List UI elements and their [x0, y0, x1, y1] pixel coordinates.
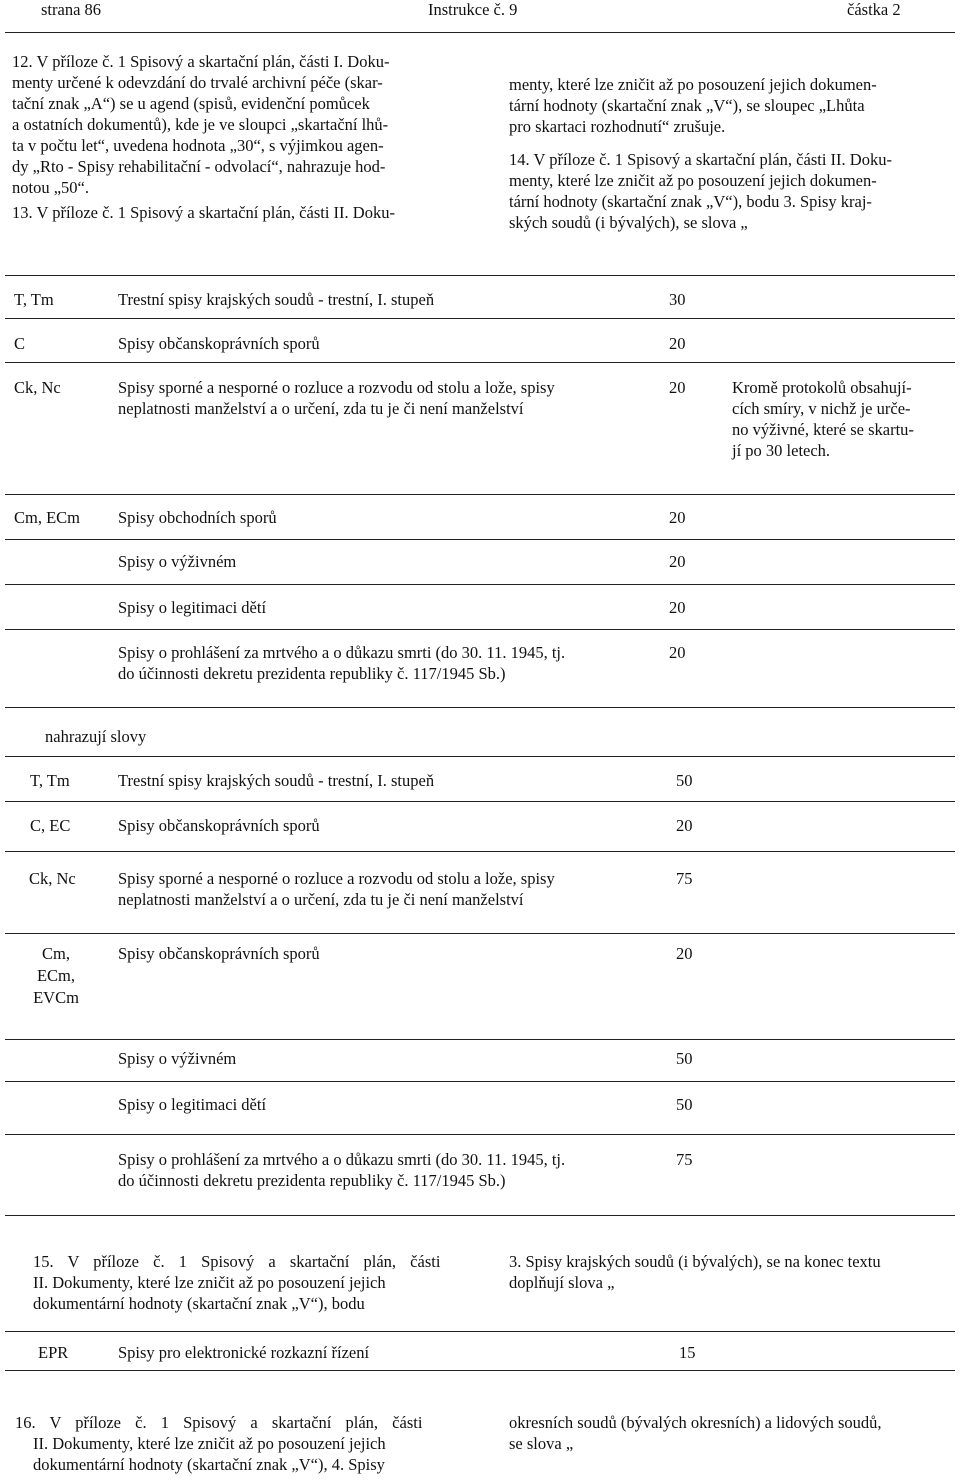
row-description — [118, 1149, 648, 1191]
section-16-right — [509, 1412, 949, 1454]
row-description: Spisy pro elektronické rozkazní řízení — [118, 1343, 370, 1362]
row-description: Trestní spisy krajských soudů - trestní, I. stupeň — [118, 771, 435, 790]
text-line: Spisy sporné a nesporné o rozluce a rozvodu od stolu a lože, spisy — [118, 378, 555, 397]
row-description: Spisy občanskoprávních sporů — [118, 944, 320, 963]
row-code: C, EC — [30, 816, 71, 835]
row-description: Trestní spisy krajských soudů - trestní, I. stupeň — [118, 290, 435, 309]
table-rule — [5, 318, 955, 319]
text-line: Spisy o prohlášení za mrtvého a o důkazu smrti (do 30. 11. 1945, tj. — [118, 643, 566, 662]
row-years: 15 — [679, 1343, 696, 1362]
section-15-right — [509, 1251, 949, 1293]
text-line: tární hodnoty (skartační znak „V“), bodu 3. Spisy kraj- — [509, 192, 872, 211]
text-line: pro skartaci rozhodnutí“ zrušuje. — [509, 117, 726, 136]
text-line: menty, které lze zničit až po posouzení jejich dokumen- — [509, 171, 877, 190]
text-line: notou „50“. — [12, 178, 89, 197]
section-13-14-text — [509, 74, 949, 233]
table-rule — [5, 275, 955, 276]
row-description: Spisy občanskoprávních sporů — [118, 816, 320, 835]
row-years: 50 — [676, 1095, 693, 1114]
row-years: 75 — [676, 869, 693, 888]
text-line: dokumentární hodnoty (skartační znak „V“), bodu — [33, 1294, 365, 1313]
row-code: Ck, Nc — [29, 869, 76, 888]
table-rule — [5, 1215, 955, 1216]
text-line: cích smíry, v nichž je urče- — [732, 399, 911, 418]
text-line: ECm, — [36, 966, 76, 985]
row-code — [26, 943, 86, 1008]
table-rule — [5, 362, 955, 363]
table-rule — [5, 1331, 955, 1332]
text-line: 14. V příloze č. 1 Spisový a skartační plán, části II. Doku- — [509, 150, 892, 169]
table-rule — [5, 801, 955, 802]
text-line: 12. V příloze č. 1 Spisový a skartační plán, části I. Doku- — [12, 52, 390, 71]
row-years: 20 — [669, 378, 686, 397]
row-years: 20 — [669, 598, 686, 617]
row-description: Spisy o výživném — [118, 1049, 237, 1068]
table-rule — [5, 851, 955, 852]
row-years: 50 — [676, 771, 693, 790]
row-code: EPR — [38, 1343, 69, 1362]
section-15-left — [33, 1251, 468, 1314]
text-line: a ostatních dokumentů), kde je ve sloupci „skartační lhů- — [12, 115, 389, 134]
row-code: Cm, ECm — [14, 508, 81, 527]
table-rule — [5, 1039, 955, 1040]
table-rule — [5, 539, 955, 540]
text-line: okresních soudů (bývalých okresních) a lidových soudů, — [509, 1413, 882, 1432]
text-line: Cm, — [42, 944, 70, 963]
text-line: 13. V příloze č. 1 Spisový a skartační plán, části II. Doku- — [12, 203, 395, 222]
table-rule — [5, 1081, 955, 1082]
text-line: jí po 30 letech. — [732, 441, 831, 460]
text-line: Spisy sporné a nesporné o rozluce a rozvodu od stolu a lože, spisy — [118, 869, 555, 888]
text-line: tární hodnoty (skartační znak „V“), se sloupec „Lhůta — [509, 96, 865, 115]
row-description: Spisy občanskoprávních sporů — [118, 334, 320, 353]
row-description: Spisy o legitimaci dětí — [118, 598, 267, 617]
replace-label: nahrazují slovy — [45, 727, 147, 746]
text-line: menty, které lze zničit až po posouzení jejich dokumen- — [509, 75, 877, 94]
text-line: tační znak „A“) se u agend (spisů, evidenční pomůcek — [12, 94, 370, 113]
text-line: no výživné, které se skartu- — [732, 420, 914, 439]
table-rule — [5, 1134, 955, 1135]
row-code: C — [14, 334, 26, 353]
header-rule — [5, 32, 955, 33]
issue-part: částka 2 — [847, 0, 901, 19]
row-years: 20 — [669, 508, 686, 527]
table-rule — [5, 584, 955, 585]
text-line: EVCm — [33, 988, 79, 1007]
row-description: Spisy o legitimaci dětí — [118, 1095, 267, 1114]
text-line: do účinnosti dekretu prezidenta republiky č. 117/1945 Sb.) — [118, 1171, 506, 1190]
row-years: 20 — [676, 944, 693, 963]
row-description — [118, 377, 648, 419]
text-line: 3. Spisy krajských soudů (i bývalých), se na konec textu — [509, 1252, 881, 1271]
row-years: 20 — [669, 334, 686, 353]
row-years: 50 — [676, 1049, 693, 1068]
row-description — [118, 868, 648, 910]
text-line: menty určené k odevzdání do trvalé archivní péče (skar- — [12, 73, 383, 92]
text-line: ských soudů (i bývalých), se slova „ — [509, 213, 748, 232]
row-description: Spisy obchodních sporů — [118, 508, 277, 527]
row-years: 20 — [676, 816, 693, 835]
table-rule — [5, 707, 955, 708]
row-description: Spisy o výživném — [118, 552, 237, 571]
text-line: dy „Rto - Spisy rehabilitační - odvolací“, nahrazuje hod- — [12, 157, 386, 176]
table-rule — [5, 756, 955, 757]
section-16-left — [15, 1412, 470, 1475]
row-description — [118, 642, 648, 684]
document-title: Instrukce č. 9 — [428, 0, 518, 19]
text-line: II. Dokumenty, které lze zničit až po posouzení jejich — [33, 1273, 386, 1292]
row-code: T, Tm — [30, 771, 70, 790]
row-code: T, Tm — [14, 290, 54, 309]
row-code: Ck, Nc — [14, 378, 61, 397]
row-years: 20 — [669, 552, 686, 571]
text-line: dokumentární hodnoty (skartační znak „V“), 4. Spisy — [33, 1455, 385, 1474]
text-line: neplatnosti manželství a o určení, zda tu je či není manželství — [118, 890, 524, 909]
row-note — [732, 377, 947, 461]
table-rule — [5, 933, 955, 934]
text-line: se slova „ — [509, 1434, 574, 1453]
table-rule — [5, 1370, 955, 1371]
text-line: Kromě protokolů obsahují- — [732, 378, 912, 397]
section-12-13-text — [12, 51, 470, 223]
table-rule — [5, 629, 955, 630]
row-years: 75 — [676, 1150, 693, 1169]
text-line: do účinnosti dekretu prezidenta republiky č. 117/1945 Sb.) — [118, 664, 506, 683]
text-line: II. Dokumenty, které lze zničit až po posouzení jejich — [33, 1434, 386, 1453]
text-line: ta v počtu let“, uvedena hodnota „30“, s výjimkou agen- — [12, 136, 384, 155]
row-years: 30 — [669, 290, 686, 309]
row-years: 20 — [669, 643, 686, 662]
table-rule — [5, 494, 955, 495]
text-line: doplňují slova „ — [509, 1273, 615, 1292]
text-line: 16. V příloze č. 1 Spisový a skartační plán, části — [15, 1413, 423, 1432]
text-line: neplatnosti manželství a o určení, zda tu je či není manželství — [118, 399, 524, 418]
page-number: strana 86 — [41, 0, 102, 19]
text-line: Spisy o prohlášení za mrtvého a o důkazu smrti (do 30. 11. 1945, tj. — [118, 1150, 566, 1169]
text-line: 15. V příloze č. 1 Spisový a skartační plán, části — [33, 1252, 441, 1271]
